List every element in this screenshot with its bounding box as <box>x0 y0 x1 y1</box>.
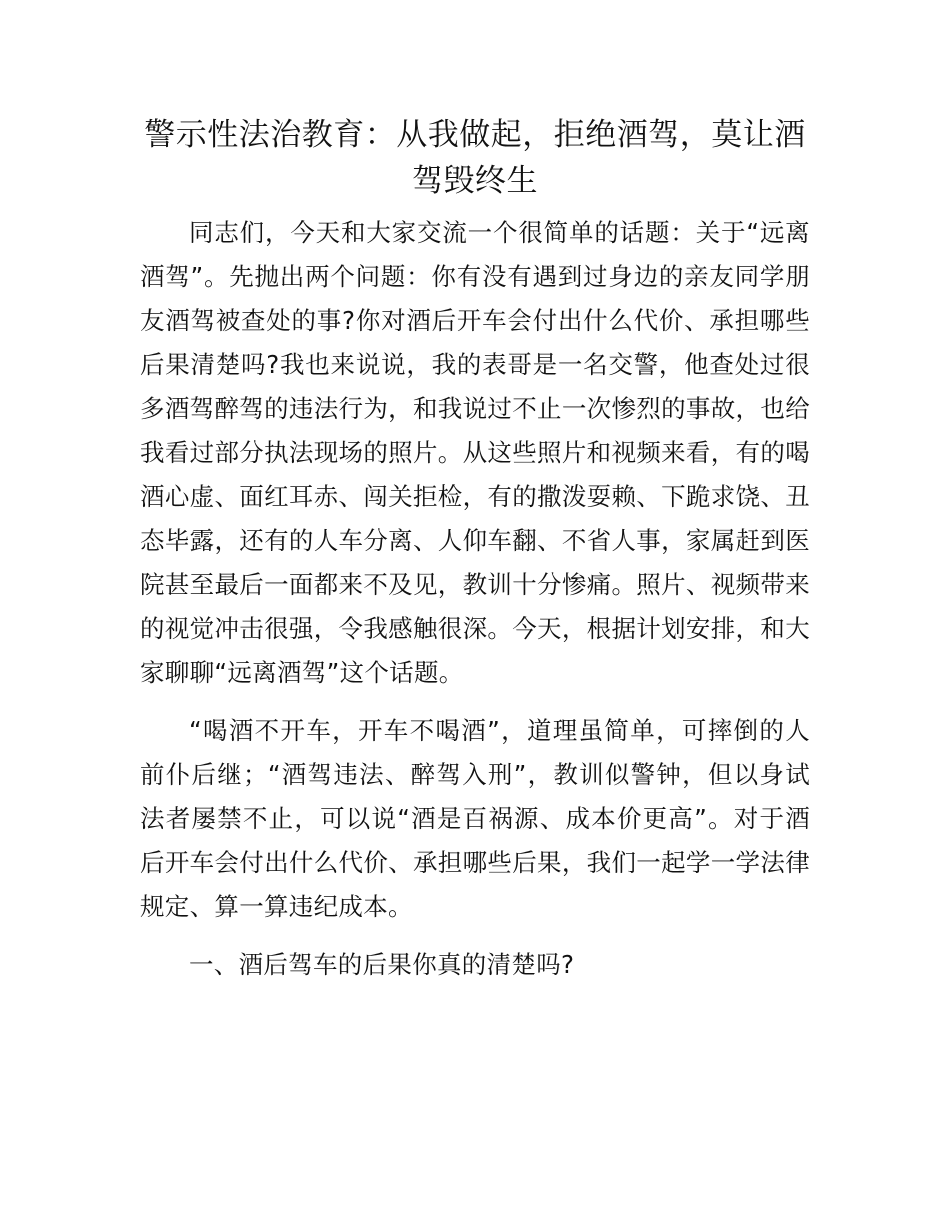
body-paragraph-2: “喝酒不开车，开车不喝酒”，道理虽简单，可摔倒的人前仆后继；“酒驾违法、醉驾入刑”，教训似警钟，但以身试法者屡禁不止，可以说“酒是百祸源、成本价更高”。对于酒后开车会付出什么代价、承担哪些后果，我们一起学一学法律规定、算一算违纪成本。 <box>140 716 810 921</box>
document-title: 警示性法治教育：从我做起，拒绝酒驾，莫让酒驾毁终生 <box>144 117 806 199</box>
document-body <box>140 211 810 987</box>
body-paragraph-1: 同志们，今天和大家交流一个很简单的话题：关于“远离酒驾”。先抛出两个问题：你有没有遇到过身边的亲友同学朋友酒驾被查处的事?你对酒后开车会付出什么代价、承担哪些后果清楚吗?我也来说说，我的表哥是一名交警，他查处过很多酒驾醉驾的违法行为，和我说过不止一次惨烈的事故，也给我看过部分执法现场的照片。从这些照片和视频来看，有的喝酒心虚、面红耳赤、闯关拒检，有的撒泼耍赖、下跪求饶、丑态毕露，还有的人车分离、人仰车翻、不省人事，家属赶到医院甚至最后一面都来不及见，教训十分惨痛。照片、视频带来的视觉冲击很强，令我感触很深。今天，根据计划安排，和大家聊聊“远离酒驾”这个话题。 <box>140 218 810 687</box>
section-heading: 一、酒后驾车的后果你真的清楚吗? <box>189 950 575 979</box>
